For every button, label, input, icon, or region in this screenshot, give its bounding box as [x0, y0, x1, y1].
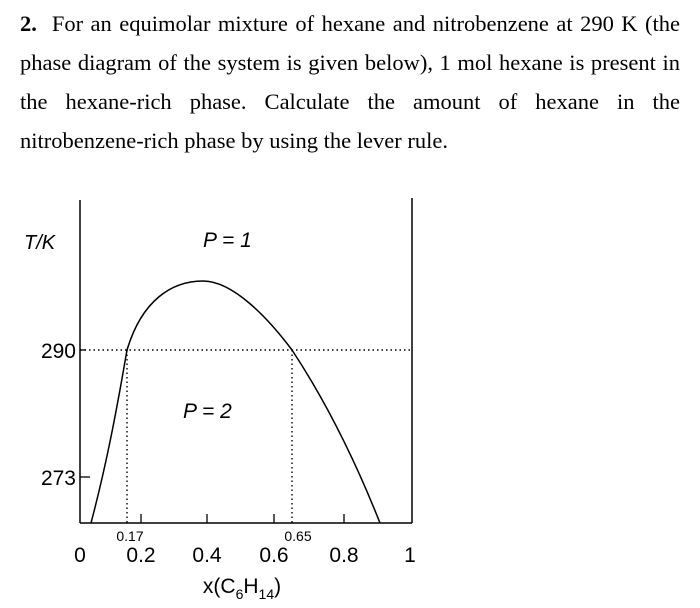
y-axis-label: T/K — [24, 232, 56, 254]
x-label-1: 1 — [404, 544, 416, 567]
tie-left-label: 0.17 — [116, 528, 144, 544]
tie-right-label: 0.65 — [284, 528, 312, 544]
x-label-0-8: 0.8 — [329, 544, 359, 567]
x-label-0: 0 — [74, 544, 86, 567]
y-label-290: 290 — [40, 340, 76, 363]
question-body: For an equimolar mixture of hexane and nitrobenzene at 290 K (the phase diagram of the system is given below), 1 mol hexane is present in the hexane-rich phase. Calculate the amount of hexane in the nitrobenzene-rich phase by using the lever rule. — [20, 11, 680, 153]
coexistence-curve — [91, 281, 380, 523]
region-two-phase: P = 2 — [183, 400, 232, 423]
question-number: 2. — [20, 11, 37, 36]
x-axis-label: $x(C_6H_{14})$ — [202, 575, 282, 602]
x-label-0-6: 0.6 — [259, 544, 289, 567]
x-label-0-2: 0.2 — [126, 544, 156, 567]
region-one-phase: P = 1 — [203, 229, 252, 252]
y-label-273: 273 — [40, 467, 76, 490]
x-label-0-4: 0.4 — [192, 544, 222, 567]
